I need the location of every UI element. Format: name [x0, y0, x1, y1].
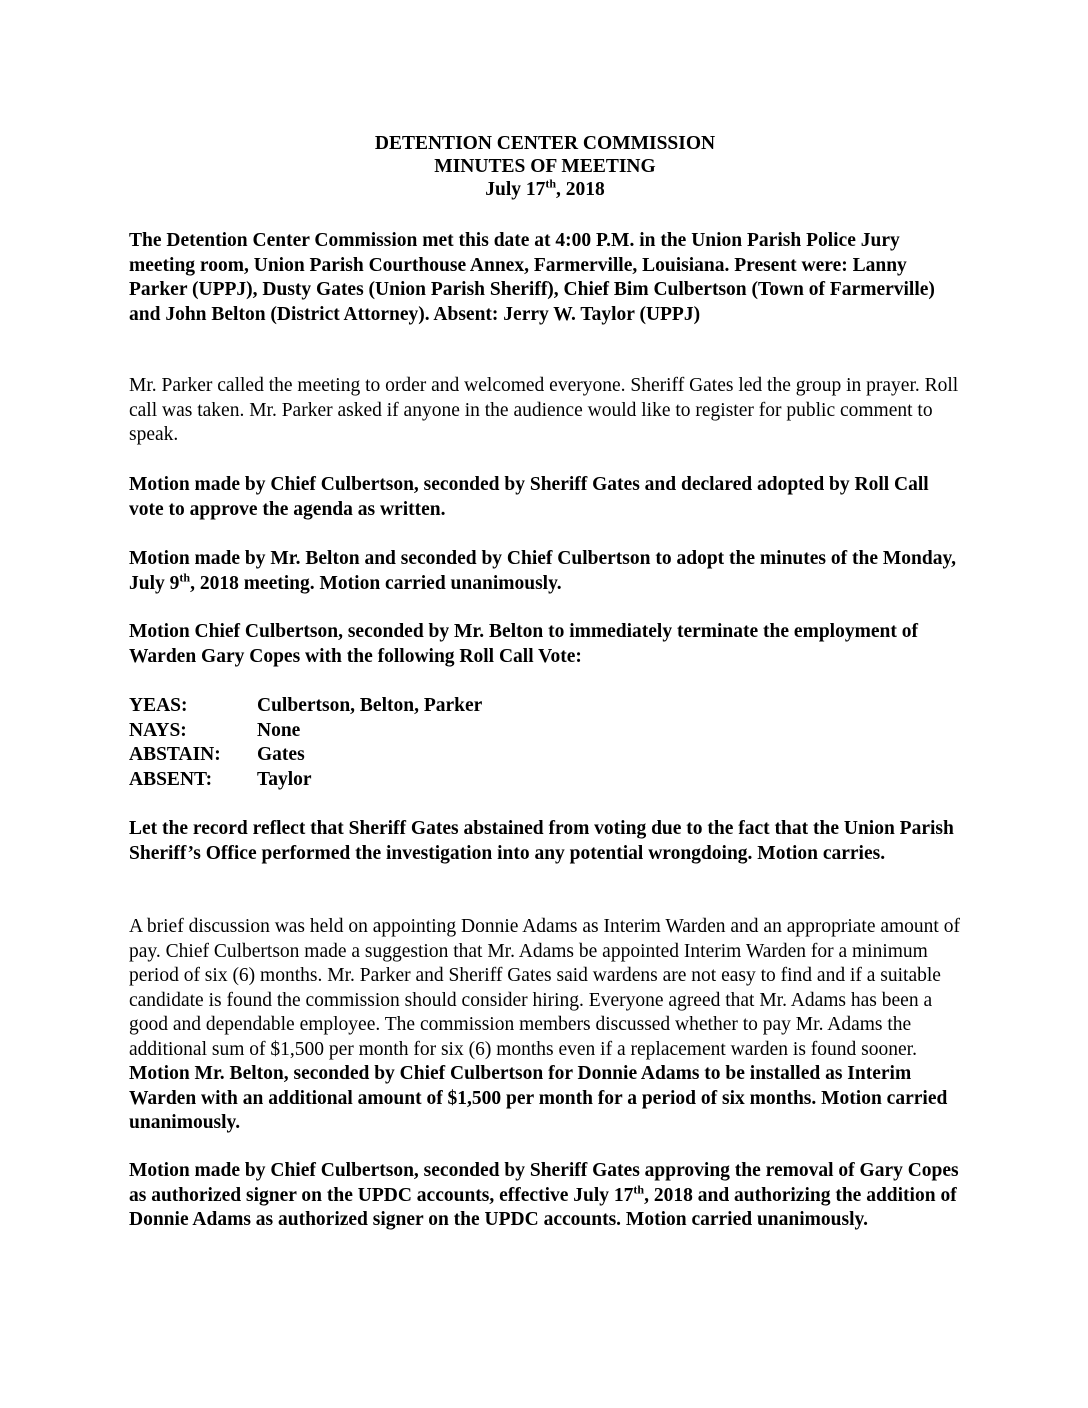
motion-terminate-paragraph: Motion Chief Culbertson, seconded by Mr. Belton to immediately terminate the employment of Warden Gary Copes with the following Roll Call Vote:	[129, 621, 918, 667]
vote-label: NAYS:	[129, 719, 187, 741]
header-date: July 17th, 2018	[485, 176, 605, 200]
vote-row	[129, 719, 729, 744]
vote-label: ABSENT:	[129, 768, 213, 790]
record-note-paragraph: Let the record reflect that Sheriff Gates abstained from voting due to the fact that the Union Parish Sheriff’s Office performed the investigation into any potential wrongdoing. Motion carries.	[129, 818, 954, 864]
motion-minutes-paragraph: Motion made by Mr. Belton and seconded by Chief Culbertson to adopt the minutes of the Monday, July 9th, 2018 meeting. Motion carried unanimously.	[129, 548, 956, 594]
vote-value: Culbertson, Belton, Parker	[257, 695, 483, 716]
opening-paragraph: Mr. Parker called the meeting to order and welcomed everyone. Sheriff Gates led the group in prayer. Roll call was taken. Mr. Parker asked if anyone in the audience would like to register for public comment to speak.	[129, 375, 959, 445]
document-header	[129, 132, 961, 201]
vote-value: None	[257, 719, 301, 741]
header-title: DETENTION CENTER COMMISSION	[374, 133, 716, 154]
vote-label: YEAS:	[129, 695, 188, 716]
roll-call-vote	[129, 694, 729, 792]
intro-paragraph: The Detention Center Commission met this date at 4:00 P.M. in the Union Parish Police Jury meeting room, Union Parish Courthouse Annex, Farmerville, Louisiana. Present were: Lanny Parker (UPPJ), Dusty Gates (Union Parish Sheriff), Chief Bim Culbertson (Town of Farmerville) and John Belton (District Attorney). Absent: Jerry W. Taylor (UPPJ)	[129, 230, 935, 325]
vote-label: ABSTAIN:	[129, 744, 221, 765]
header-subtitle: MINUTES OF MEETING	[434, 156, 656, 177]
vote-value: Gates	[257, 744, 305, 765]
motion-signer-paragraph: Motion made by Chief Culbertson, seconded by Sheriff Gates approving the removal of Gary Copes as authorized signer on the UPDC accounts, effective July 17th, 2018 and authorizing the addition of Donnie Adams as authorized signer on the UPDC accounts. Motion carried unanimously.	[129, 1160, 959, 1230]
vote-row	[129, 694, 729, 719]
interim-warden-paragraph: A brief discussion was held on appointing Donnie Adams as Interim Warden and an appropriate amount of pay. Chief Culbertson made a suggestion that Mr. Adams be appointed Interim Warden for a minimum period of six (6) months. Mr. Parker and Sheriff Gates said wardens are not easy to find and if a suitable candidate is found the commission should consider hiring. Everyone agreed that Mr. Adams has been a good and dependable employee. The commission members discussed whether to pay Mr. Adams the additional sum of $1,500 per month for six (6) months even if a replacement warden is found sooner. Motion Mr. Belton, seconded by Chief Culbertson for Donnie Adams to be installed as Interim Warden with an additional amount of $1,500 per month for a period of six months. Motion carried unanimously.	[129, 916, 960, 1133]
vote-row	[129, 768, 729, 793]
vote-value: Taylor	[257, 768, 312, 790]
motion-agenda-paragraph: Motion made by Chief Culbertson, seconded by Sheriff Gates and declared adopted by Roll Call vote to approve the agenda as written.	[129, 474, 929, 520]
vote-row	[129, 743, 729, 768]
